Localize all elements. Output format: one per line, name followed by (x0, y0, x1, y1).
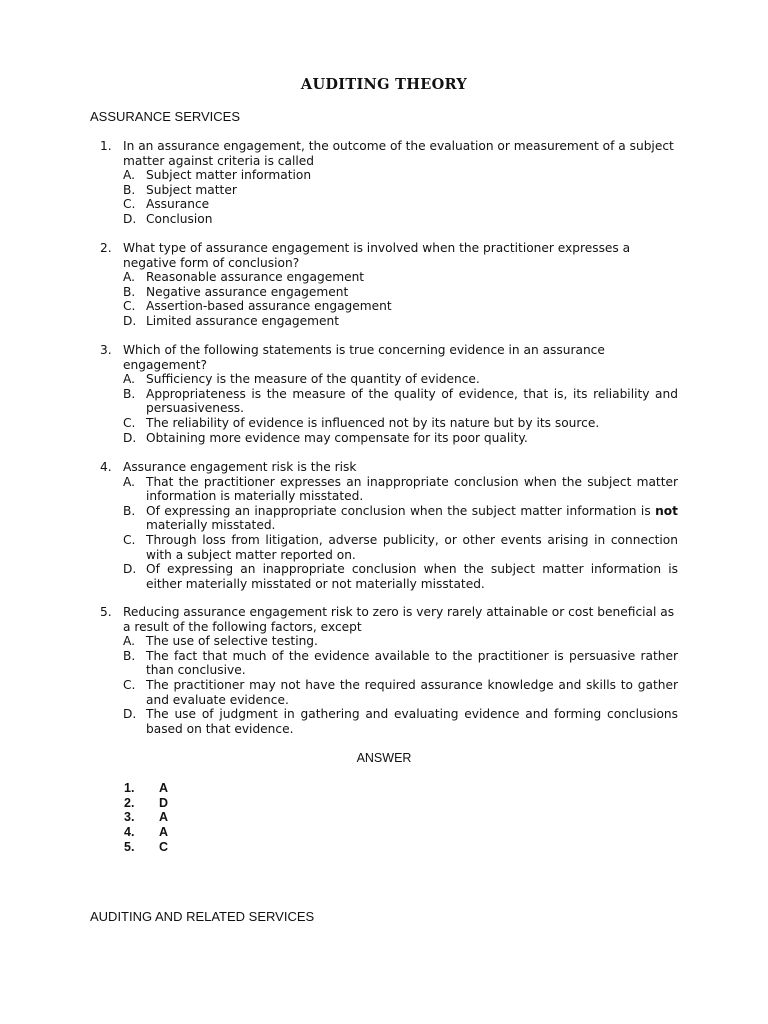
answer-option (100, 285, 678, 300)
answer-option (100, 372, 678, 387)
question-number: 5. (100, 605, 112, 619)
option-letter: C. (123, 415, 136, 430)
option-text: The use of selective testing. (146, 634, 318, 649)
option-letter: A. (123, 474, 135, 489)
option-text: Subject matter (146, 182, 237, 197)
answer-key-number: 4. (124, 825, 135, 840)
question-stem (100, 241, 678, 270)
answer-option (100, 416, 678, 431)
option-text: Appropriateness is the measure of the quality of evidence, that is, its reliability and persuasiveness. (146, 386, 678, 416)
question-number: 1. (100, 139, 112, 153)
question-1 (100, 139, 678, 227)
question-stem (100, 460, 678, 475)
option-text: The practitioner may not have the required assurance knowledge and skills to gather and evaluate evidence. (146, 677, 678, 707)
answer-option (100, 431, 678, 446)
option-letter: B. (123, 648, 136, 663)
option-letter: D. (123, 211, 137, 226)
answer-key-value: D (159, 795, 169, 810)
option-text-before: Of expressing an inappropriate conclusion when the subject matter information is (146, 503, 656, 518)
option-text: Conclusion (146, 211, 213, 226)
question-text: Which of the following statements is true concerning evidence in an assurance engagement? (123, 343, 605, 372)
option-text: Through loss from litigation, adverse publicity, or other events arising in connection with a subject matter reported on. (146, 532, 678, 562)
option-letter: B. (123, 386, 136, 401)
question-text: Assurance engagement risk is the risk (123, 460, 357, 474)
option-letter: C. (123, 197, 136, 212)
option-letter: C. (123, 532, 136, 547)
option-text: Subject matter information (146, 168, 312, 183)
answer-option (100, 314, 678, 329)
answer-option (100, 678, 678, 707)
answer-option (100, 168, 678, 183)
answer-heading: ANSWER (356, 751, 412, 765)
answer-key-value: A (159, 810, 169, 825)
answer-key-number: 1. (124, 781, 135, 795)
answer-key-number: 2. (124, 795, 135, 810)
question-5 (100, 605, 678, 736)
option-letter: B. (123, 182, 136, 197)
option-text: Sufficiency is the measure of the quantity of evidence. (146, 372, 480, 387)
option-text: Assurance (146, 197, 210, 212)
option-letter: A. (123, 168, 135, 183)
option-text: That the practitioner expresses an inappropriate conclusion when the subject matter information is materially misstated. (146, 474, 678, 504)
option-text: Of expressing an inappropriate conclusion when the subject matter information is either materially misstated or not materially misstated. (146, 562, 678, 591)
answer-key-value: C (159, 839, 169, 854)
option-letter: B. (123, 503, 136, 518)
question-text: Reducing assurance engagement risk to zero is very rarely attainable or cost beneficial as a result of the following factors, except (123, 605, 675, 634)
option-text: The fact that much of the evidence available to the practitioner is persuasive rather than conclusive. (146, 648, 678, 678)
answer-key-number: 5. (124, 839, 135, 854)
section-heading-assurance-services: ASSURANCE SERVICES (90, 109, 241, 124)
answer-option (100, 270, 678, 285)
answer-key-value: A (159, 825, 169, 840)
option-text: Limited assurance engagement (146, 313, 340, 328)
option-text: The reliability of evidence is influenced not by its nature but by its source. (146, 415, 600, 430)
question-number: 3. (100, 343, 112, 357)
question-stem (100, 343, 678, 372)
page-title: AUDITING THEORY (300, 76, 468, 93)
option-letter: C. (123, 677, 136, 692)
option-letter: D. (123, 707, 137, 722)
option-text-emphasis: not (655, 503, 678, 518)
option-letter: D. (123, 430, 137, 445)
option-text: Obtaining more evidence may compensate for its poor quality. (146, 430, 528, 445)
option-letter: C. (123, 299, 136, 314)
answer-option (100, 475, 678, 504)
answer-option (100, 504, 678, 533)
answer-option (100, 387, 678, 416)
option-text: Reasonable assurance engagement (146, 270, 365, 285)
answer-option (100, 634, 678, 649)
answer-option (100, 197, 678, 212)
question-text: In an assurance engagement, the outcome of the evaluation or measurement of a subject matter against criteria is called (123, 139, 674, 168)
question-stem (100, 605, 678, 634)
option-text: Negative assurance engagement (146, 284, 349, 299)
answer-option (100, 183, 678, 198)
option-letter: D. (123, 313, 137, 328)
answer-option (100, 707, 678, 736)
answer-option (100, 649, 678, 678)
answer-option (100, 562, 678, 591)
question-3 (100, 343, 678, 445)
answer-option (100, 299, 678, 314)
answer-option (100, 533, 678, 562)
option-letter: B. (123, 284, 136, 299)
option-letter: D. (123, 562, 137, 577)
answer-key-number: 3. (124, 810, 135, 825)
option-letter: A. (123, 270, 135, 285)
answer-option (100, 212, 678, 227)
option-text: Assertion-based assurance engagement (146, 299, 392, 314)
option-text: The use of judgment in gathering and evaluating evidence and forming conclusions based on that evidence. (146, 707, 678, 736)
section-heading-auditing-related-services: AUDITING AND RELATED SERVICES (90, 909, 315, 924)
question-number: 4. (100, 460, 112, 474)
option-letter: A. (123, 634, 135, 649)
option-letter: A. (123, 372, 135, 387)
question-4 (100, 460, 678, 591)
option-text-after: materially misstated. (146, 518, 276, 533)
question-number: 2. (100, 241, 112, 255)
answer-key-value: A (159, 781, 169, 795)
question-text: What type of assurance engagement is involved when the practitioner expresses a negative form of conclusion? (123, 241, 631, 270)
question-2 (100, 241, 678, 329)
question-stem (100, 139, 678, 168)
